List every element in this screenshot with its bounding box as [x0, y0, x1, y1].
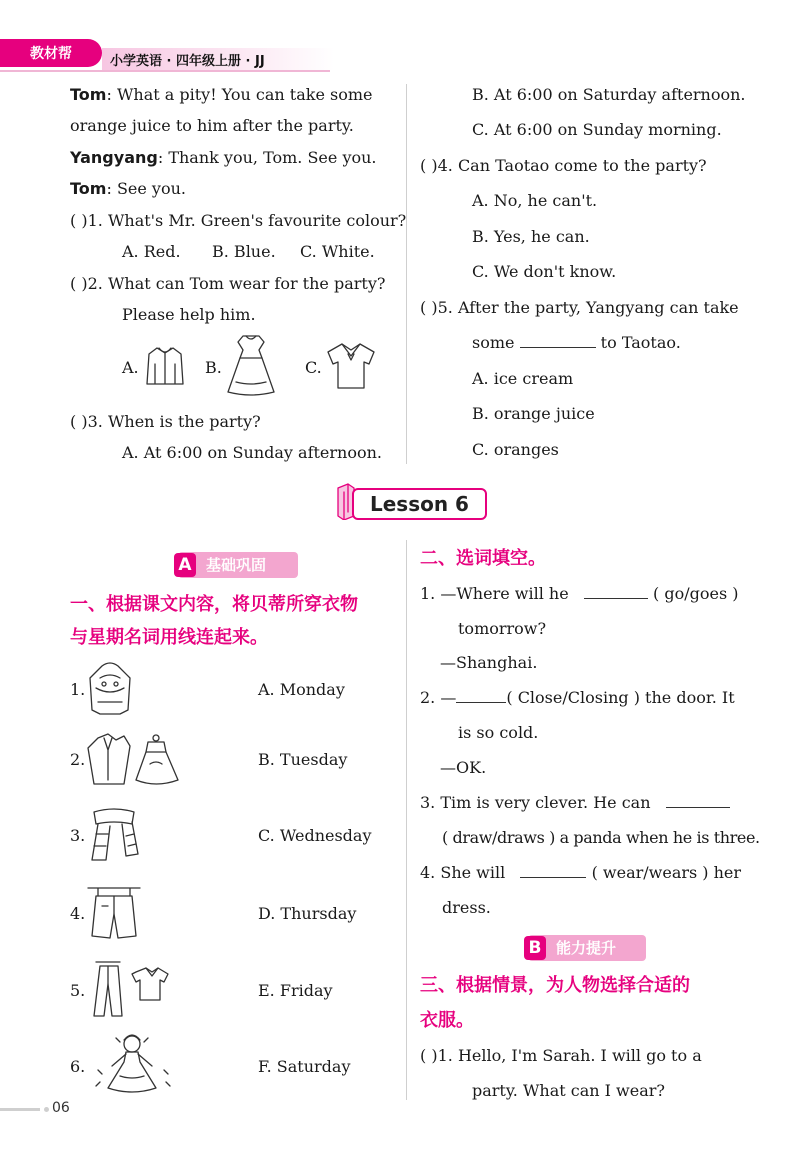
column-divider-top — [406, 84, 407, 464]
fill-question-4: 4. She will ( wear/wears ) her — [420, 863, 742, 882]
situation-question-1: ( )1. Hello, I'm Sarah. I will go to a — [420, 1046, 702, 1065]
trousers-and-shirt-icon — [86, 956, 170, 1020]
column-divider-bottom — [406, 540, 407, 1100]
fill-question-2: 2. — ( Close/Closing ) the door. It — [420, 688, 735, 707]
question-1: ( )1. What's Mr. Green's favourite colour? — [70, 211, 407, 230]
option: C. — [305, 358, 322, 377]
level-letter-b: B — [524, 936, 546, 960]
item-number: 2. — [70, 750, 86, 769]
page-number: 06 — [52, 1100, 70, 1116]
dialogue-line: Tom: See you. — [70, 179, 186, 198]
item-number: 6. — [70, 1057, 86, 1076]
item-number: 4. — [70, 904, 86, 923]
fill-question-4-line2: dress. — [442, 898, 491, 917]
answer-bracket[interactable]: ( )4. — [420, 156, 453, 175]
answer-blank[interactable] — [520, 864, 586, 878]
option: C. We don't know. — [472, 262, 617, 281]
answer-blank[interactable] — [584, 585, 648, 599]
option: A. Red. — [122, 242, 181, 261]
day-option: A. Monday — [258, 680, 345, 699]
fill-question-3-line2: ( draw/draws ) a panda when he is three. — [442, 828, 760, 847]
girl-in-dress-icon — [90, 1032, 176, 1096]
question-2: ( )2. What can Tom wear for the party? — [70, 274, 386, 293]
section-heading: 一、根据课文内容，将贝蒂所穿衣物 — [70, 594, 358, 615]
option: A. No, he can't. — [472, 191, 598, 210]
option: A. — [122, 358, 139, 377]
day-option: D. Thursday — [258, 904, 357, 923]
day-option: F. Saturday — [258, 1057, 351, 1076]
section-heading: 三、根据情景，为人物选择合适的 — [420, 975, 690, 996]
level-label-b: 能力提升 — [556, 939, 617, 957]
situation-question-1-line2: party. What can I wear? — [472, 1081, 665, 1100]
question-4: ( )4. Can Taotao come to the party? — [420, 156, 707, 175]
answer-blank[interactable] — [456, 689, 506, 703]
dress-icon — [226, 332, 276, 398]
fill-answer: —Shanghai. — [440, 653, 538, 672]
section-heading: 衣服。 — [420, 1010, 474, 1031]
clothes-and-skirt-icon — [86, 730, 182, 788]
answer-blank[interactable] — [520, 334, 596, 348]
fill-question-2-line2: is so cold. — [458, 723, 539, 742]
option: B. At 6:00 on Saturday afternoon. — [472, 85, 746, 104]
footer-line — [0, 1108, 40, 1111]
answer-bracket[interactable]: ( )2. — [70, 274, 103, 293]
option: C. White. — [300, 242, 375, 261]
item-number: 1. — [70, 680, 86, 699]
answer-bracket[interactable]: ( )5. — [420, 298, 453, 317]
fill-question-1-line2: tomorrow? — [458, 619, 547, 638]
item-number: 5. — [70, 981, 86, 1000]
header-underline — [0, 70, 330, 72]
answer-bracket[interactable]: ( )1. — [420, 1046, 453, 1065]
header-badge-text: 教材帮 — [30, 46, 72, 62]
question-5: ( )5. After the party, Yangyang can take — [420, 298, 739, 317]
option: A. ice cream — [472, 369, 574, 388]
shirt-icon — [324, 340, 378, 392]
dialogue-line: Yangyang: Thank you, Tom. See you. — [70, 148, 377, 167]
scarf-icon — [86, 804, 142, 864]
shorts-icon — [86, 880, 142, 944]
dialogue-line: Tom: What a pity! You can take some — [70, 85, 373, 104]
day-option: B. Tuesday — [258, 750, 348, 769]
option: C. oranges — [472, 440, 559, 459]
fill-question-1: 1. —Where will he ( go/goes ) — [420, 584, 739, 603]
question-2-line2: Please help him. — [122, 305, 256, 324]
section-heading: 二、选词填空。 — [420, 548, 546, 569]
option: B. orange juice — [472, 404, 595, 423]
day-option: E. Friday — [258, 981, 333, 1000]
option: B. Yes, he can. — [472, 227, 590, 246]
option: B. — [205, 358, 222, 377]
level-label-a: 基础巩固 — [206, 556, 267, 574]
header-title: 小学英语 · 四年级上册 · JJ — [110, 54, 265, 69]
option: C. At 6:00 on Sunday morning. — [472, 120, 722, 139]
level-letter-a: A — [174, 553, 196, 577]
lesson-title: Lesson 6 — [370, 492, 469, 516]
jacket-icon — [143, 344, 187, 388]
answer-bracket[interactable]: ( )1. — [70, 211, 103, 230]
dialogue-line: orange juice to him after the party. — [70, 116, 354, 135]
sweater-icon — [86, 658, 134, 718]
footer-dot — [44, 1107, 49, 1112]
option: A. At 6:00 on Sunday afternoon. — [122, 443, 382, 462]
day-option: C. Wednesday — [258, 826, 372, 845]
section-heading: 与星期名词用线连起来。 — [70, 627, 268, 648]
answer-blank[interactable] — [666, 794, 730, 808]
fill-question-3: 3. Tim is very clever. He can — [420, 793, 730, 813]
item-number: 3. — [70, 826, 86, 845]
question-3: ( )3. When is the party? — [70, 412, 261, 431]
question-5-line2: some to Taotao. — [472, 333, 681, 352]
fill-answer: —OK. — [440, 758, 487, 777]
answer-bracket[interactable]: ( )3. — [70, 412, 103, 431]
option: B. Blue. — [212, 242, 276, 261]
